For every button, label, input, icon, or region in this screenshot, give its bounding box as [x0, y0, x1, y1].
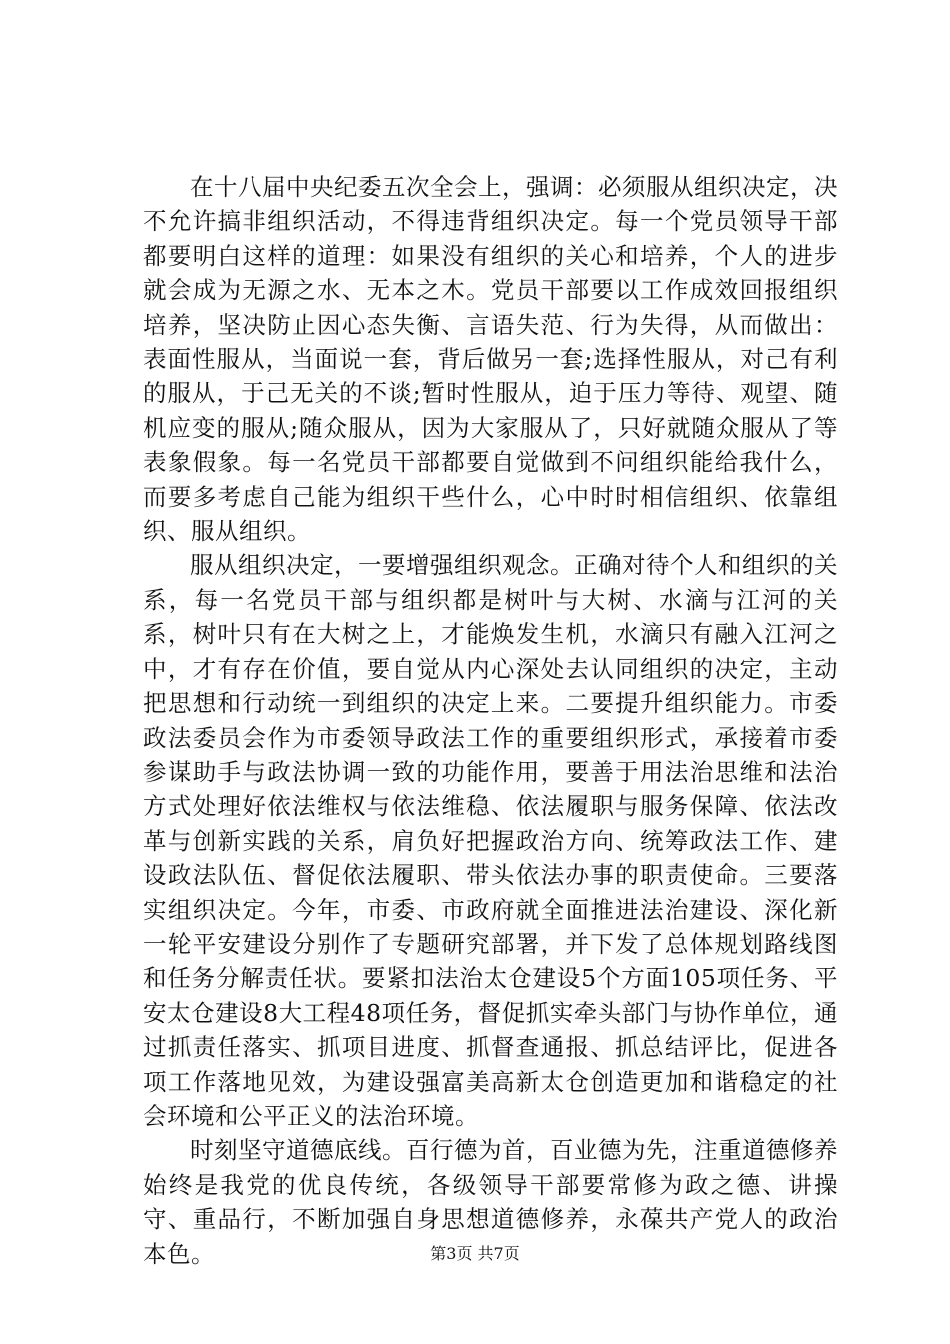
paragraph-organization-decision: 在十八届中央纪委五次全会上，强调：必须服从组织决定，决不允许搞非组织活动，不得违背组织决定。每一个党员领导干部都要明白这样的道理：如果没有组织的关心和培养，个人的进步就会成为无源之水、无本之木。党员干部要以工作成效回报组织培养，坚决防止因心态失衡、言语失范、行为失得，从而做出：表面性服从，当面说一套，背后做另一套;选择性服从，对己有利的服从，于己无关的不谈;暂时性服从，迫于压力等待、观望、随机应变的服从;随众服从，因为大家服从了，只好就随众服从了等表象假象。每一名党员干部都要自觉做到不问组织能给我什么，而要多考虑自己能为组织干些什么，心中时时相信组织、依靠组织、服从组织。 — [143, 173, 838, 546]
paragraph-moral-bottom-line: 时刻坚守道德底线。百行德为首，百业德为先，注重道德修养始终是我党的优良传统，各级领导干部要常修为政之德、讲操守、重品行，不断加强自身思想道德修养，永葆共产党人的政治本色。 — [143, 1136, 838, 1268]
page-number-footer: 第3页 共7页 — [430, 1244, 520, 1263]
document-body — [143, 170, 838, 1271]
paragraph-obey-organization: 服从组织决定，一要增强组织观念。正确对待个人和组织的关系，每一名党员干部与组织都是树叶与大树、水滴与江河的关系，树叶只有在大树之上，才能焕发生机，水滴只有融入江河之中，才有存在价值，要自觉从内心深处去认同组织的决定，主动把思想和行动统一到组织的决定上来。二要提升组织能力。市委政法委员会作为市委领导政法工作的重要组织形式，承接着市委参谋助手与政法协调一致的功能作用，要善于用法治思维和法治方式处理好依法维权与依法维稳、依法履职与服务保障、依法改革与创新实践的关系，肩负好把握政治方向、统筹政法工作、建设政法队伍、督促依法履职、带头依法办事的职责使命。三要落实组织决定。今年，市委、市政府就全面推进法治建设、深化新一轮平安建设分别作了专题研究部署，并下发了总体规划路线图和任务分解责任状。要紧扣法治太仓建设5个方面105项任务、平安太仓建设8大工程48项任务，督促抓实牵头部门与协作单位，通过抓责任落实、抓项目进度、抓督查通报、抓总结评比，促进各项工作落地见效，为建设强富美高新太仓创造更加和谐稳定的社会环境和公平正义的法治环境。 — [143, 551, 838, 1130]
